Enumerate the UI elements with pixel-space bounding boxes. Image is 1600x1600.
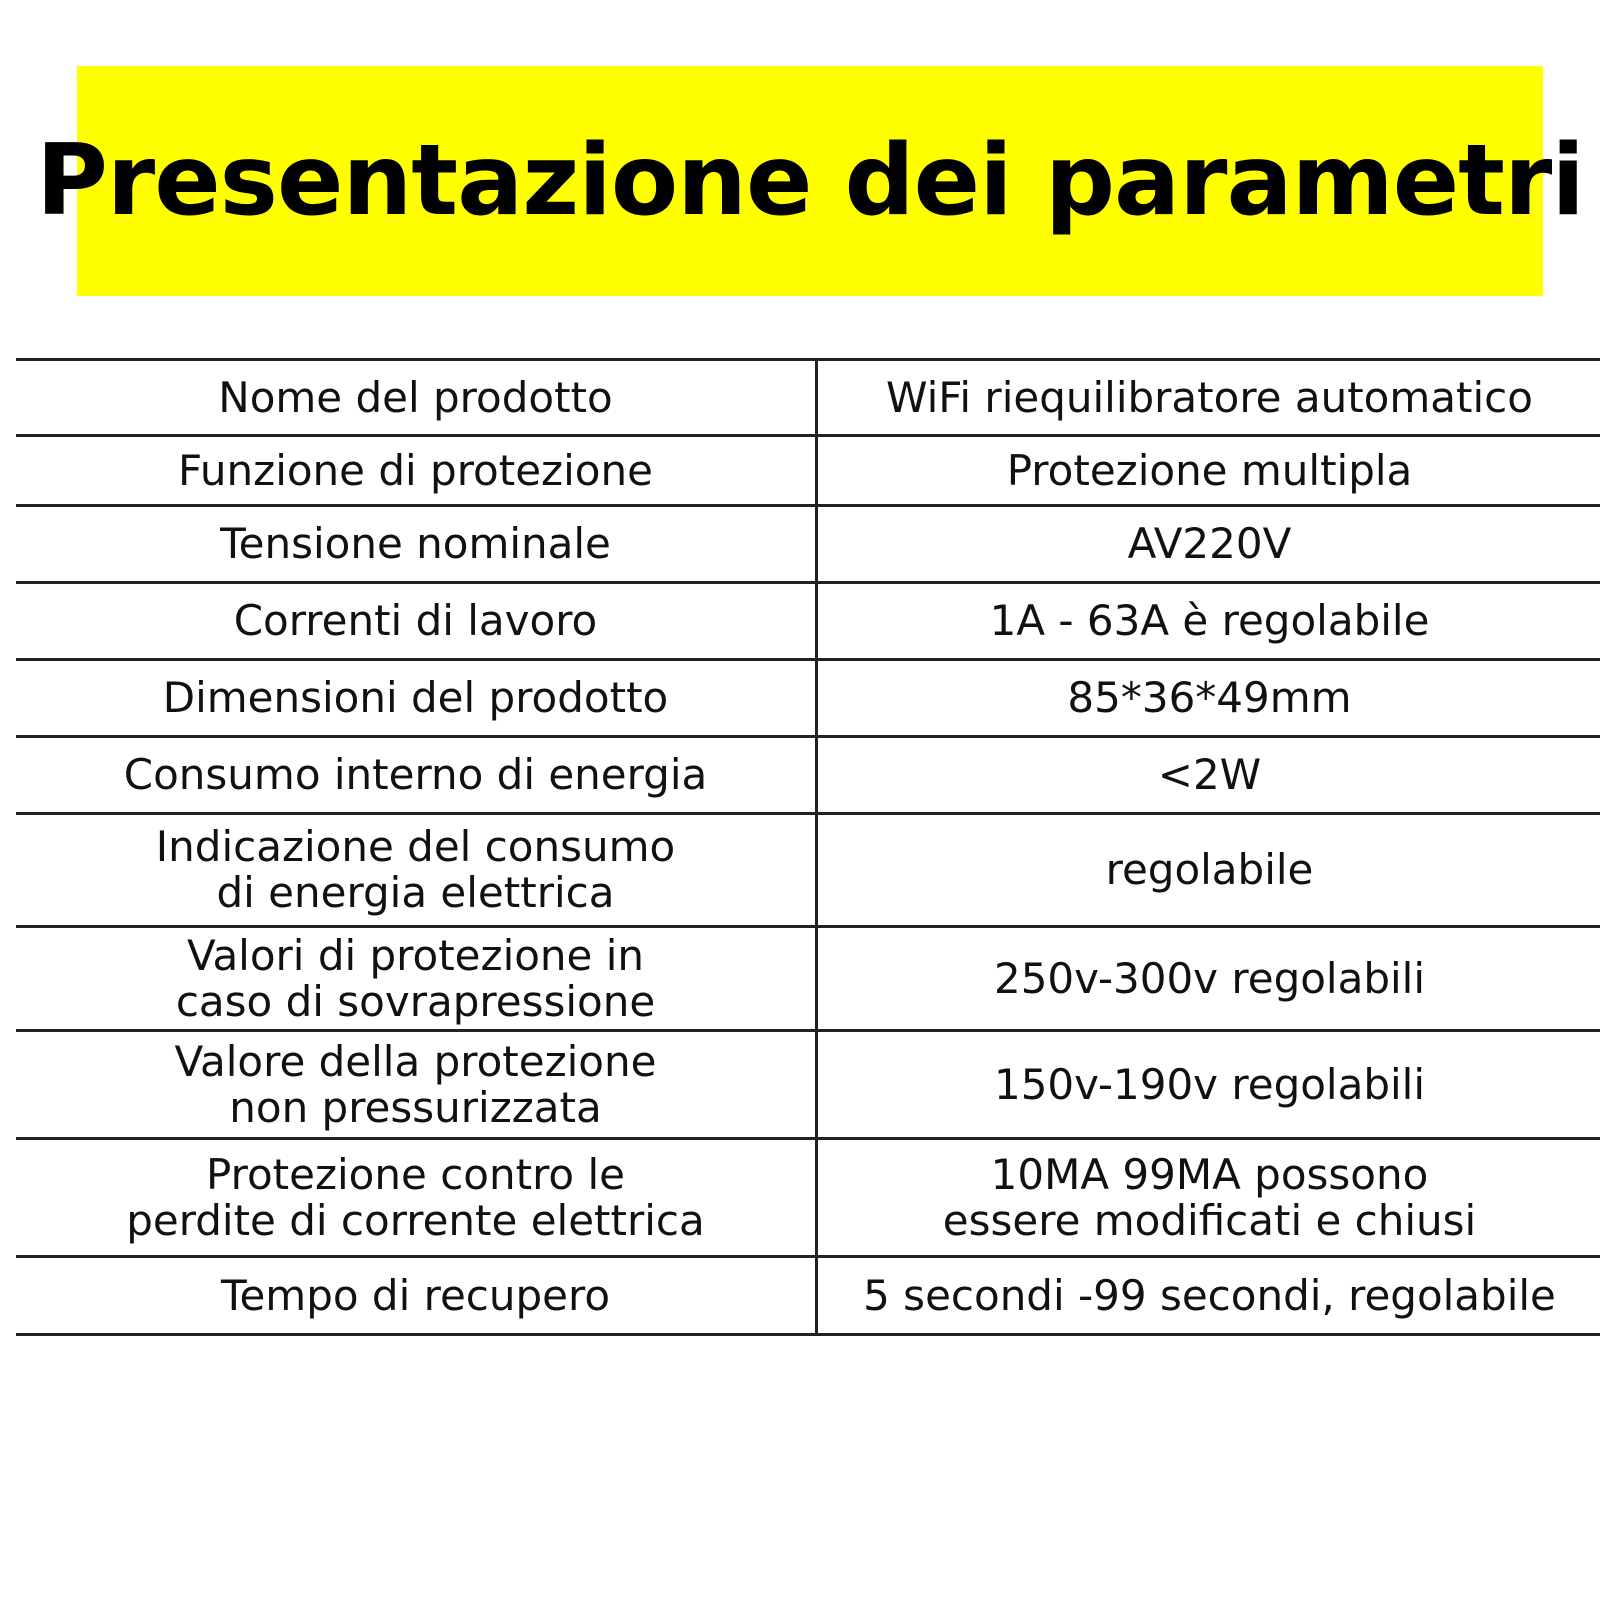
table-row	[16, 1139, 1600, 1257]
table-row	[16, 360, 1600, 436]
spec-label: Valore della protezione non pressurizzata	[16, 1031, 817, 1139]
spec-label: Protezione contro le perdite di corrente elettrica	[16, 1139, 817, 1257]
spec-label: Funzione di protezione	[16, 436, 817, 506]
table-row	[16, 814, 1600, 927]
spec-value: 85*36*49mm	[817, 660, 1600, 737]
page-title: Presentazione dei parametri	[36, 124, 1584, 238]
spec-label: Tempo di recupero	[16, 1257, 817, 1335]
spec-label: Nome del prodotto	[16, 360, 817, 436]
table-row	[16, 1031, 1600, 1139]
spec-value: 250v-300v regolabili	[817, 927, 1600, 1031]
spec-label: Dimensioni del prodotto	[16, 660, 817, 737]
spec-value: Protezione multipla	[817, 436, 1600, 506]
spec-value: AV220V	[817, 506, 1600, 583]
table-row	[16, 506, 1600, 583]
spec-label: Valori di protezione in caso di sovrapressione	[16, 927, 817, 1031]
table-row	[16, 1257, 1600, 1335]
spec-value: 1A - 63A è regolabile	[817, 583, 1600, 660]
table-row	[16, 436, 1600, 506]
spec-label: Consumo interno di energia	[16, 737, 817, 814]
spec-value: 5 secondi -99 secondi, regolabile	[817, 1257, 1600, 1335]
spec-label: Correnti di lavoro	[16, 583, 817, 660]
parameters-table	[16, 358, 1600, 1336]
table-row	[16, 737, 1600, 814]
table-row	[16, 927, 1600, 1031]
spec-value: WiFi riequilibratore automatico	[817, 360, 1600, 436]
spec-value: regolabile	[817, 814, 1600, 927]
spec-label: Indicazione del consumo di energia elettrica	[16, 814, 817, 927]
spec-value: 150v-190v regolabili	[817, 1031, 1600, 1139]
title-banner	[36, 66, 1584, 296]
spec-label: Tensione nominale	[16, 506, 817, 583]
table-row	[16, 660, 1600, 737]
spec-value: 10MA 99MA possono essere modificati e chiusi	[817, 1139, 1600, 1257]
table-row	[16, 583, 1600, 660]
spec-value: <2W	[817, 737, 1600, 814]
